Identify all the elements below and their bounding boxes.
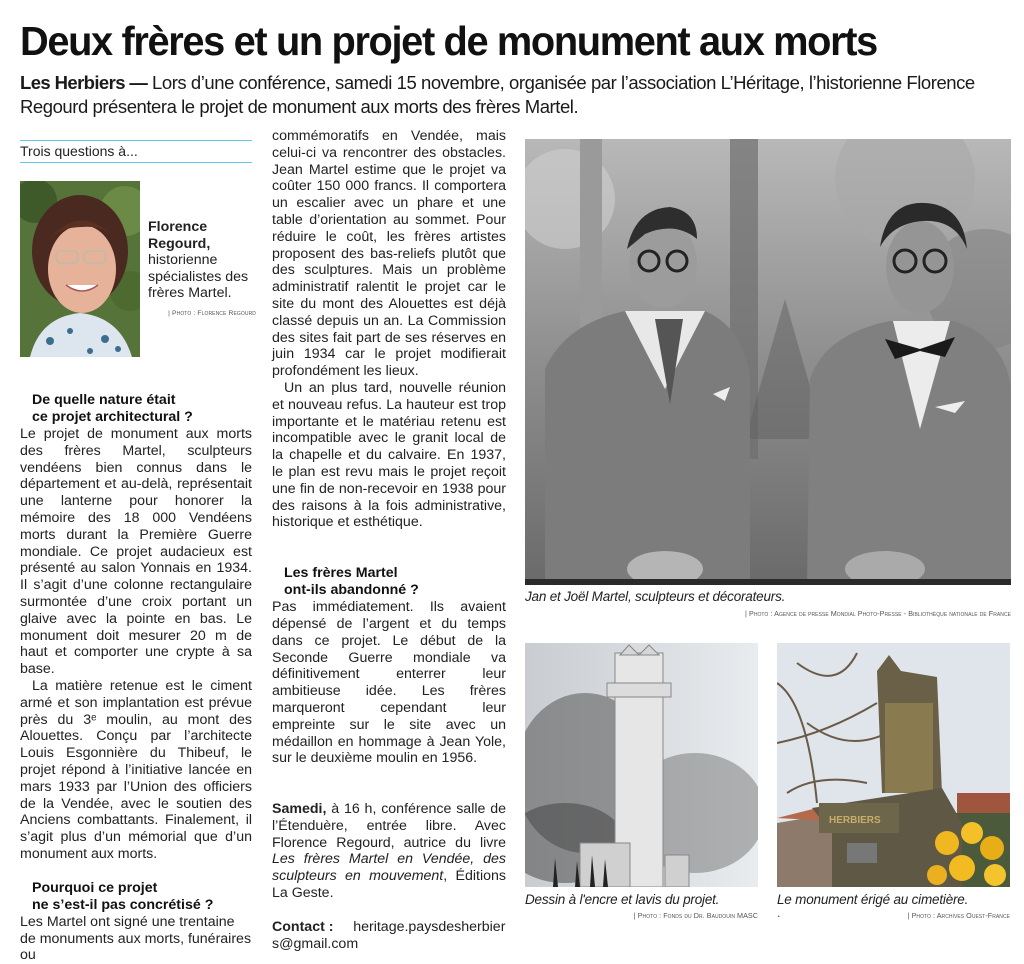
answer-2-start: Les Martel ont signé une trentaine de monuments aux morts, funéraires ou: [20, 913, 252, 964]
answer-1-paragraph-2: La matière retenue est le ciment armé et son implantation est prévue près du 3ᵉ moulin, au mont des Alouettes. Conçu par l’architecte Louis Esgonnière du Thibeuf, le projet répond à l’initiative lancée en mars 1933 par l’Union des officiers de la Vendée, avec le soutien des Anciens combattants. Finalement, il s’agit plus d’un mémorial que d’un monument aux morts.: [20, 677, 252, 862]
question-1-title-line1: De quelle nature était: [32, 392, 176, 408]
interviewee-block: [20, 181, 256, 356]
contact-email[interactable]: heritage.paysdesherbiers@gmail.com: [272, 918, 506, 952]
lede-text: Lors d’une conférence, samedi 15 novembre, organisée par l’association L’Héritage, l’historienne Florence Regourd présentera le projet de monument aux morts des frères Martel.: [20, 72, 975, 117]
column-1: [20, 140, 256, 964]
article-lede: [20, 71, 1010, 119]
portrait-photo: [20, 181, 140, 357]
event-day: Samedi,: [272, 801, 327, 818]
portrait-caption: [148, 219, 258, 302]
erected-monument-photo: [777, 643, 1010, 887]
answer-2-paragraph-2: Un an plus tard, nouvelle réunion et nouveau refus. La hauteur est trop importante et le matériau retenu est incompatible avec le granit local de la chapelle et du calvaire. En 1937, le plan est revu mais le projet reçoit une fin de non-recevoir en 1938 pour des raisons à la fois administrative, historique et esthétique.: [272, 379, 506, 531]
question-1-title-line2: ce projet architectural ?: [32, 409, 193, 425]
article-headline: Deux frères et un projet de monument aux morts: [20, 18, 877, 64]
lede-place: Les Herbiers —: [20, 72, 148, 93]
event-info: [272, 801, 506, 902]
svg-text:HERBIERS: HERBIERS: [829, 815, 881, 826]
answer-3-paragraph-1: Pas immédiatement. Ils avaient dépensé de l’argent et du temps dans ce projet. Le début de la Seconde Guerre mondiale va définitivement enterrer leur ambitieuse idée. Les frères marqueront cependant leur empreinte sur le site avec un médaillon en hommage à Jean Yole, sur le deuxième moulin en 1956.: [272, 599, 506, 767]
question-3-title-line2: ont-ils abandonné ?: [284, 582, 419, 599]
section-title: Trois questions à...: [20, 140, 252, 163]
answer-1-paragraph-1: Le projet de monument aux morts des frères Martel, sculpteurs vendéens bien connus dans le département et au-delà, représentait une lanterne pour honorer la mémoire des 18 000 Vendéens morts durant la Première Guerre mondiale. Ce projet audacieux est présenté au salon Yonnais en 1934. Il s’agit d’une colonne rectangulaire surmontée d’une croix portant un glaive avec la pointe en bas. Le monument doit mesurer 20 m de haut et comporter une crypte à sa base.: [20, 426, 252, 678]
contact-info: [272, 919, 506, 953]
contact-label: Contact :: [272, 918, 334, 935]
interviewee-name: Florence Regourd,: [148, 219, 211, 252]
question-2-title-line2: ne s’est-il pas concrétisé ?: [32, 896, 214, 913]
martel-brothers-photo: [525, 139, 1011, 585]
book-title: Les frères Martel en Vendée, des sculpteurs en mouvement: [272, 851, 506, 885]
interviewee-role: historienne spécialistes des frères Martel.: [148, 252, 249, 301]
question-2-title-line1: Pourquoi ce projet: [32, 879, 158, 896]
portrait-credit: | Photo : Florence Regourd: [168, 310, 256, 317]
stray-period: .: [777, 906, 781, 920]
event-publisher: , Éditions La Geste.: [272, 868, 507, 902]
column-2: [272, 128, 506, 952]
monument-photo-credit: | Photo : Archives Ouest-France: [907, 911, 1010, 920]
monument-photo-caption: Le monument érigé au cimetière.: [777, 892, 969, 907]
drawing-photo-credit: | Photo : Fonds du Dr. Baudouin MASC: [633, 911, 758, 920]
project-drawing-photo: [525, 643, 758, 887]
answer-2-continued: commémoratifs en Vendée, mais celui-ci va rencontrer des obstacles. Jean Martel estime que le projet va coûter 150 000 francs. Il comportera un escalier avec un phare et une table d’orientation au sommet. Pour réduire le coût, les frères artistes proposent des bas-reliefs plutôt que des sculptures. Mais un problème administratif ralentit le projet car le site du mont des Alouettes est déjà classé depuis un an. La Commission des sites fait part de ses réserves en juin 1934 car le projet modifierait profondément les lieux.: [272, 128, 506, 380]
main-photo-credit: | Photo : Agence de presse Mondial Photo-Presse - Bibliothèque nationale de France: [745, 609, 1011, 618]
main-photo-caption: Jan et Joël Martel, sculpteurs et décorateurs.: [525, 589, 786, 604]
drawing-photo-caption: Dessin à l'encre et lavis du projet.: [525, 892, 720, 907]
question-3-title-line1: Les frères Martel: [284, 565, 398, 582]
event-text: à 16 h, conférence salle de l’Étenduère, entrée libre. Avec Florence Regourd, autrice du livre: [272, 801, 506, 851]
